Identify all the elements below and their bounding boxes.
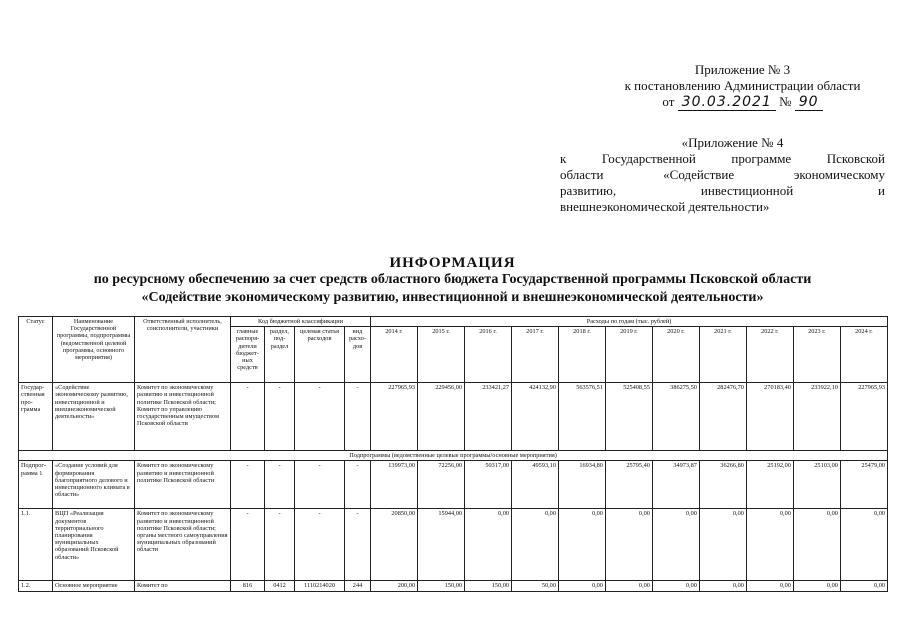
appendix-4-line1: к Государственной программе Псковской — [560, 151, 885, 166]
row-value: 25192,00 — [746, 461, 793, 509]
header-name: Наименование Государственной программы, подпрограммы (ведомственной целевой программы, основного мероприятия) — [53, 317, 135, 383]
resource-table — [18, 316, 888, 592]
row-value: 15944,00 — [418, 509, 465, 581]
row-code: - — [345, 461, 371, 509]
row-value: 229456,00 — [418, 383, 465, 451]
row-value: 233922,10 — [793, 383, 840, 451]
header-year: 2016 г. — [465, 327, 512, 383]
row-value: 34973,87 — [652, 461, 699, 509]
header-year: 2023 г. — [793, 327, 840, 383]
row-value: 150,00 — [418, 581, 465, 591]
row-status: 1.2. — [19, 581, 53, 591]
appendix-4-line4: внешнеэкономической деятельности» — [560, 199, 770, 214]
row-value: 227965,93 — [371, 383, 418, 451]
row-value: 0,00 — [465, 509, 512, 581]
appendix-4-line3: развитию, инвестиционной и — [560, 183, 885, 198]
row-value: 36266,80 — [699, 461, 746, 509]
row-name: ВЦП «Реализация документов территориального планирования муниципальных образований Псковской области» — [53, 509, 135, 581]
row-status: Государ-ственная про-грамма — [19, 383, 53, 451]
header-year: 2017 г. — [512, 327, 559, 383]
row-value: 0,00 — [558, 581, 605, 591]
header-year: 2020 г. — [652, 327, 699, 383]
appendix-3-block — [560, 62, 885, 110]
subprogram-caption: Подпрограммы (ведомственные целевые программы/основные мероприятия) — [19, 451, 888, 461]
row-code: - — [231, 383, 265, 451]
header-status: Статус — [19, 317, 53, 383]
row-value: 0,00 — [558, 509, 605, 581]
header-year: 2015 г. — [418, 327, 465, 383]
appendix-4-line2: области «Содействие экономическому — [560, 167, 885, 182]
table-row — [19, 383, 888, 451]
row-code: - — [295, 509, 345, 581]
header-budget-codes: Код бюджетной классификации — [231, 317, 371, 327]
header-year: 2024 г. — [840, 327, 887, 383]
row-code: - — [231, 509, 265, 581]
row-code: - — [345, 383, 371, 451]
row-code: 1110214020 — [295, 581, 345, 591]
decree-date: 30.03.2021 — [678, 94, 776, 111]
number-label: № — [779, 94, 792, 109]
row-name: «Содействие экономическому развитию, инвестиционной и внешнеэкономической деятельности» — [53, 383, 135, 451]
row-responsible: Комитет по экономическому развитию и инвестиционной политике Псковской области — [135, 461, 231, 509]
row-value: 0,00 — [512, 509, 559, 581]
row-value: 563576,51 — [558, 383, 605, 451]
row-code: - — [295, 461, 345, 509]
row-name: «Создание условий для формирования благоприятного делового и инвестиционного климата в области» — [53, 461, 135, 509]
row-value: 282476,70 — [699, 383, 746, 451]
row-value: 0,00 — [699, 509, 746, 581]
row-responsible: Комитет по экономическому развитию и инвестиционной политике Псковской области; органы местного самоуправления муниципальных образований области — [135, 509, 231, 581]
row-responsible: Комитет по экономическому развитию и инвестиционной политике Псковской области; Комитет по управлению государственным имуществом Псковской области — [135, 383, 231, 451]
row-value: 25103,00 — [793, 461, 840, 509]
header-year: 2021 г. — [699, 327, 746, 383]
header-code: раздел, под-раздел — [265, 327, 295, 383]
header-year: 2022 г. — [746, 327, 793, 383]
row-code: - — [265, 383, 295, 451]
document-title: ИНФОРМАЦИЯ — [389, 255, 516, 271]
row-value: 200,00 — [371, 581, 418, 591]
row-value: 0,00 — [652, 581, 699, 591]
header-code: целевая статья расходов — [295, 327, 345, 383]
document-subtitle-2: «Содействие экономическому развитию, инвестиционной и внешнеэкономической деятельности» — [141, 290, 764, 305]
row-code: - — [265, 461, 295, 509]
row-code: - — [345, 509, 371, 581]
row-value: 233421,27 — [465, 383, 512, 451]
row-value: 50,00 — [512, 581, 559, 591]
row-status: 1.1. — [19, 509, 53, 581]
header-year: 2014 г. — [371, 327, 418, 383]
row-value: 25795,40 — [605, 461, 652, 509]
header-year: 2018 г. — [558, 327, 605, 383]
row-value: 0,00 — [746, 581, 793, 591]
row-value: 0,00 — [699, 581, 746, 591]
header-code: вид расхо-дов — [345, 327, 371, 383]
row-value: 0,00 — [605, 509, 652, 581]
appendix-3-title: Приложение № 3 — [694, 62, 791, 77]
row-status: Подпрог-рамма 1 — [19, 461, 53, 509]
row-value: 270183,40 — [746, 383, 793, 451]
row-value: 25479,00 — [840, 461, 887, 509]
row-value: 424132,90 — [512, 383, 559, 451]
row-value: 49593,10 — [512, 461, 559, 509]
document-subtitle-1: по ресурсному обеспечению за счет средств областного бюджета Государственной программы Псковской области — [93, 272, 812, 287]
subprogram-caption-row — [19, 451, 888, 461]
row-value: 50317,00 — [465, 461, 512, 509]
row-code: - — [231, 461, 265, 509]
table-row — [19, 509, 888, 581]
row-value: 16934,80 — [558, 461, 605, 509]
table-row — [19, 461, 888, 509]
header-responsible: Ответственный исполнитель, соисполнители, участники — [135, 317, 231, 383]
row-code: 0412 — [265, 581, 295, 591]
row-value: 0,00 — [840, 581, 887, 591]
row-code: 244 — [345, 581, 371, 591]
appendix-4-title: «Приложение № 4 — [681, 135, 784, 150]
row-value: 139973,00 — [371, 461, 418, 509]
from-label: от — [662, 94, 675, 109]
row-value: 525408,55 — [605, 383, 652, 451]
row-name: Основное мероприятие — [53, 581, 135, 591]
row-value: 0,00 — [793, 509, 840, 581]
row-code: - — [295, 383, 345, 451]
row-value: 0,00 — [793, 581, 840, 591]
appendix-4-block — [560, 135, 885, 215]
table-row — [19, 581, 888, 591]
row-code: - — [265, 509, 295, 581]
row-value: 386275,50 — [652, 383, 699, 451]
row-responsible: Комитет по — [135, 581, 231, 591]
row-value: 72256,00 — [418, 461, 465, 509]
row-value: 20850,00 — [371, 509, 418, 581]
row-value: 150,00 — [465, 581, 512, 591]
row-value: 0,00 — [840, 509, 887, 581]
decree-number: 90 — [795, 94, 823, 111]
header-year: 2019 г. — [605, 327, 652, 383]
appendix-3-subtitle: к постановлению Администрации области — [624, 78, 861, 93]
row-value: 0,00 — [746, 509, 793, 581]
row-value: 0,00 — [652, 509, 699, 581]
appendix-3-date-line — [560, 94, 885, 110]
header-expenses: Расходы по годам (тыс. рублей) — [371, 317, 888, 327]
header-code: главные распоря-дители бюджет-ных средств — [231, 327, 265, 383]
row-value: 0,00 — [605, 581, 652, 591]
row-value: 227965,93 — [840, 383, 887, 451]
row-code: 816 — [231, 581, 265, 591]
